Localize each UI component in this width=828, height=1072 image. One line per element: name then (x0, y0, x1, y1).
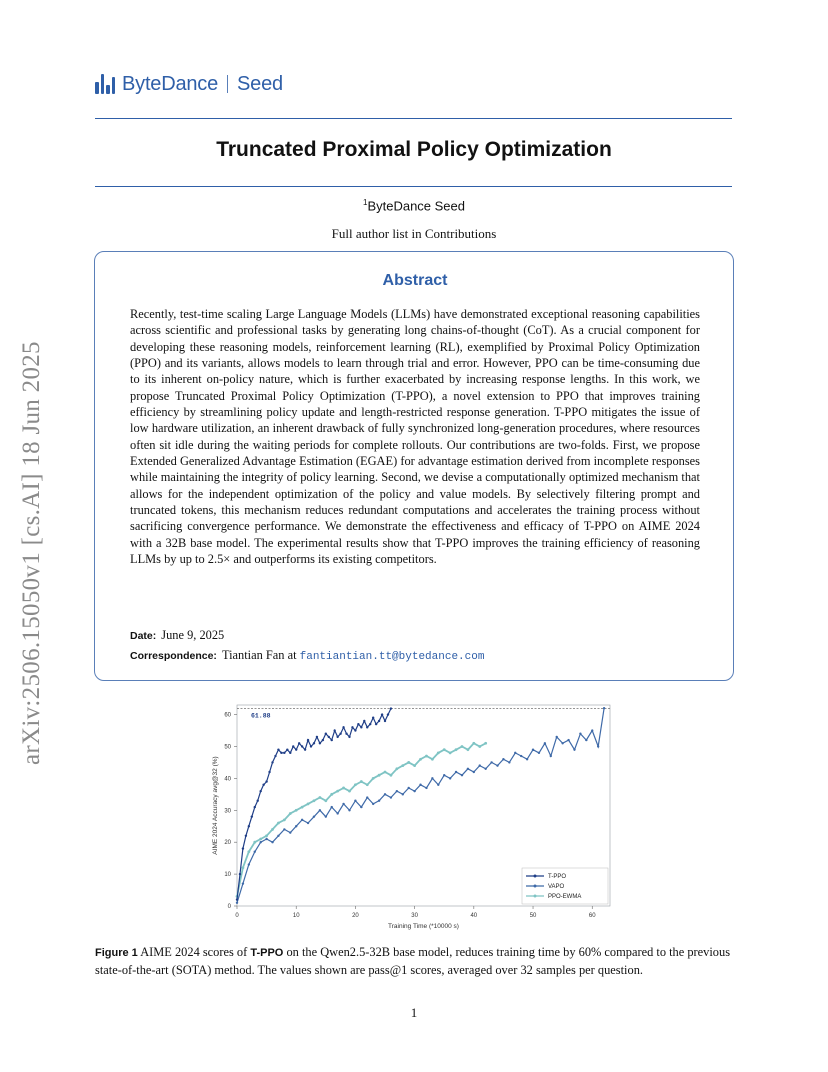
data-point-ppo-ewma (307, 803, 310, 806)
data-point-t-ppo (277, 748, 279, 750)
abstract-box (94, 251, 734, 681)
data-point-ppo-ewma (259, 838, 262, 841)
correspondence-email-link[interactable]: fantiantian.tt@bytedance.com (299, 651, 485, 663)
data-point-t-ppo (322, 739, 324, 741)
data-point-vapo (390, 796, 392, 798)
data-point-vapo (236, 902, 238, 904)
data-point-t-ppo (236, 898, 238, 900)
data-point-t-ppo (360, 726, 362, 728)
data-point-vapo (325, 815, 327, 817)
x-tick-label: 40 (470, 913, 478, 919)
data-point-vapo (265, 838, 267, 840)
data-point-ppo-ewma (431, 758, 434, 761)
data-point-ppo-ewma (461, 745, 464, 748)
chart-legend (522, 868, 608, 904)
data-point-vapo (336, 812, 338, 814)
correspondence-name: Tiantian Fan at (221, 648, 297, 662)
data-point-vapo (277, 835, 279, 837)
title-rule-bottom (95, 186, 732, 187)
caption-text-a: AIME 2024 scores of (140, 945, 248, 959)
data-point-t-ppo (301, 745, 303, 747)
data-point-vapo (496, 764, 498, 766)
data-point-t-ppo (239, 873, 241, 875)
affiliation-name: ByteDance Seed (367, 198, 466, 214)
data-point-ppo-ewma (419, 758, 422, 761)
data-point-t-ppo (351, 726, 353, 728)
data-point-vapo (561, 742, 563, 744)
data-point-ppo-ewma (384, 771, 387, 774)
data-point-vapo (419, 784, 421, 786)
data-point-t-ppo (339, 733, 341, 735)
data-point-ppo-ewma (295, 809, 298, 812)
data-point-t-ppo (342, 726, 344, 728)
data-point-t-ppo (286, 748, 288, 750)
data-point-vapo (538, 752, 540, 754)
data-point-vapo (295, 825, 297, 827)
x-tick-label: 10 (292, 913, 300, 919)
data-point-t-ppo (390, 707, 392, 709)
data-point-vapo (508, 761, 510, 763)
data-point-ppo-ewma (313, 799, 316, 802)
data-point-t-ppo (378, 720, 380, 722)
data-point-vapo (567, 739, 569, 741)
data-point-ppo-ewma (330, 793, 333, 796)
paper-meta (130, 626, 484, 667)
data-point-vapo (443, 774, 445, 776)
data-point-ppo-ewma (372, 777, 375, 780)
data-point-t-ppo (283, 752, 285, 754)
data-point-t-ppo (357, 723, 359, 725)
data-point-t-ppo (251, 815, 253, 817)
data-point-vapo (520, 755, 522, 757)
data-point-t-ppo (292, 745, 294, 747)
y-axis-label: AIME 2024 Accuracy avg@32 (%) (212, 756, 219, 855)
x-tick-label: 60 (588, 913, 596, 919)
data-point-ppo-ewma (437, 751, 440, 754)
data-point-t-ppo (363, 720, 365, 722)
data-point-ppo-ewma (253, 841, 256, 844)
data-point-ppo-ewma (336, 790, 339, 793)
data-point-t-ppo (384, 720, 386, 722)
data-point-t-ppo (381, 713, 383, 715)
series-line-t-ppo (237, 709, 391, 900)
data-point-t-ppo (254, 806, 256, 808)
date-value: June 9, 2025 (161, 628, 225, 642)
data-point-t-ppo (259, 790, 261, 792)
data-point-t-ppo (316, 736, 318, 738)
bytedance-logo-icon (95, 74, 115, 94)
data-point-vapo (573, 748, 575, 750)
x-axis-label: Training Time (*10000 s) (388, 923, 459, 930)
x-tick-label: 20 (352, 913, 359, 919)
data-point-ppo-ewma (395, 767, 398, 770)
data-point-ppo-ewma (301, 806, 304, 809)
arxiv-stamp: arXiv:2506.15050v1 [cs.AI] 18 Jun 2025 (18, 341, 45, 765)
data-point-ppo-ewma (265, 834, 268, 837)
y-tick-label: 60 (224, 712, 231, 719)
figure-caption (95, 944, 735, 978)
data-point-t-ppo (319, 742, 321, 744)
y-tick-label: 0 (227, 904, 231, 910)
data-point-ppo-ewma (277, 822, 280, 825)
data-point-vapo (425, 787, 427, 789)
data-point-vapo (402, 793, 404, 795)
data-point-ppo-ewma (413, 764, 416, 767)
legend-marker (534, 895, 537, 898)
abstract-heading: Abstract (382, 272, 448, 289)
legend-label: VAPO (548, 884, 565, 891)
data-point-vapo (532, 748, 534, 750)
data-point-vapo (479, 764, 481, 766)
data-point-t-ppo (307, 739, 309, 741)
data-point-ppo-ewma (283, 818, 286, 821)
data-point-vapo (254, 851, 256, 853)
data-point-t-ppo (372, 717, 374, 719)
data-point-vapo (556, 736, 558, 738)
data-point-vapo (449, 777, 451, 779)
legend-label: PPO-EWMA (548, 894, 582, 901)
data-point-t-ppo (262, 784, 264, 786)
date-label: Date: (130, 630, 157, 642)
author-list-note: Full author list in Contributions (331, 226, 497, 241)
data-point-ppo-ewma (455, 748, 458, 751)
data-point-vapo (372, 803, 374, 805)
date-line (130, 626, 484, 646)
data-point-t-ppo (325, 733, 327, 735)
data-point-vapo (313, 815, 315, 817)
data-point-vapo (490, 761, 492, 763)
data-point-ppo-ewma (348, 790, 351, 793)
data-point-vapo (431, 777, 433, 779)
data-point-t-ppo (348, 736, 350, 738)
y-tick-label: 40 (224, 776, 231, 783)
data-point-t-ppo (369, 723, 371, 725)
data-point-t-ppo (366, 726, 368, 728)
data-point-ppo-ewma (342, 787, 345, 790)
data-point-t-ppo (375, 723, 377, 725)
data-point-ppo-ewma (390, 774, 393, 777)
data-point-vapo (331, 806, 333, 808)
data-point-ppo-ewma (378, 774, 381, 777)
data-point-vapo (242, 882, 244, 884)
data-point-t-ppo (387, 713, 389, 715)
data-point-vapo (473, 771, 475, 773)
data-point-t-ppo (280, 752, 282, 754)
data-point-vapo (360, 806, 362, 808)
data-point-vapo (484, 768, 486, 770)
data-point-vapo (585, 739, 587, 741)
data-point-vapo (289, 831, 291, 833)
correspondence-label: Correspondence: (130, 650, 217, 662)
data-point-vapo (319, 809, 321, 811)
abstract-text: Recently, test-time scaling Large Language Models (LLMs) have demonstrated exceptional reasoning capabilities across scientific and professional tasks by generating long chains-of-thought (CoT). As a crucial component for developing these reasoning models, reinforcement learning (RL), exemplified by Proximal Policy Optimization (PPO) and its variants, allows models to learn through trial and error. However, PPO can be time-consuming due to its inherent on-policy nature, which is further exacerbated by increasing response lengths. In this work, we propose Truncated Proximal Policy Optimization (T-PPO), a novel extension to PPO that improves training efficiency by streamlining policy update and length-restricted response generation. T-PPO mitigates the issue of low hardware utilization, an inherent drawback of fully synchronized long-generation procedures, where resources often sit idle during the waiting periods for complete rollouts. Our contributions are two-folds. First, we propose Extended Generalized Advantage Estimation (EGAE) for advantage estimation derived from incomplete responses while maintaining the integrity of policy learning. Second, we devise a computationally optimized mechanism that allows for the independent optimization of the policy and value models. By selectively filtering prompt and truncated tokens, this mechanism reduces redundant computations and accelerates the training process without sacrificing convergence performance. We demonstrate the effectiveness and efficacy of T-PPO on AIME 2024 with a 32B base model. The experimental results show that T-PPO improves the training efficiency of reasoning LLMs by up to 2.5× and outperforms its existing competitors. (130, 307, 700, 567)
data-point-vapo (544, 742, 546, 744)
data-point-t-ppo (248, 825, 250, 827)
data-point-vapo (259, 841, 261, 843)
data-point-vapo (283, 828, 285, 830)
data-point-ppo-ewma (443, 748, 446, 751)
data-point-ppo-ewma (360, 780, 363, 783)
bytedance-seed-logo (95, 72, 283, 96)
data-point-t-ppo (289, 752, 291, 754)
data-point-vapo (307, 822, 309, 824)
data-point-vapo (366, 796, 368, 798)
data-point-ppo-ewma (472, 742, 475, 745)
affiliation-index: 1 (362, 198, 368, 207)
data-point-t-ppo (333, 729, 335, 731)
data-point-vapo (455, 771, 457, 773)
data-point-t-ppo (331, 739, 333, 741)
paper-title: Truncated Proximal Policy Optimization (216, 138, 612, 161)
data-point-vapo (603, 707, 605, 709)
data-point-vapo (467, 768, 469, 770)
data-point-t-ppo (245, 835, 247, 837)
data-point-t-ppo (271, 761, 273, 763)
caption-text-b: on the Qwen2.5-32B base model, reduces training time by 60% compared to the previous state-of-the-art (SOTA) method. The values shown are pass@1 scores, averaged over 32 samples per question. (95, 945, 731, 977)
caption-method: T-PPO (250, 947, 284, 959)
data-point-t-ppo (298, 742, 300, 744)
data-point-ppo-ewma (366, 783, 369, 786)
data-point-vapo (348, 809, 350, 811)
data-point-t-ppo (257, 800, 259, 802)
y-tick-label: 30 (224, 808, 231, 815)
data-point-vapo (378, 800, 380, 802)
data-point-vapo (271, 841, 273, 843)
data-point-t-ppo (313, 742, 315, 744)
data-point-vapo (550, 755, 552, 757)
figure-1 (208, 690, 620, 930)
y-tick-label: 10 (224, 872, 231, 879)
data-point-t-ppo (295, 748, 297, 750)
data-point-t-ppo (304, 748, 306, 750)
data-point-t-ppo (274, 755, 276, 757)
data-point-ppo-ewma (289, 812, 292, 815)
legend-label: T-PPO (548, 874, 567, 881)
title-rule-top (95, 118, 732, 119)
data-point-vapo (384, 793, 386, 795)
data-point-ppo-ewma (354, 783, 357, 786)
data-point-vapo (248, 863, 250, 865)
data-point-ppo-ewma (467, 748, 470, 751)
data-point-ppo-ewma (478, 745, 481, 748)
data-point-t-ppo (328, 736, 330, 738)
brand-divider (227, 75, 228, 93)
data-point-ppo-ewma (484, 742, 487, 745)
data-point-ppo-ewma (425, 755, 428, 758)
data-point-ppo-ewma (324, 799, 327, 802)
x-tick-label: 50 (529, 913, 537, 919)
y-tick-label: 20 (224, 840, 231, 847)
data-point-vapo (514, 752, 516, 754)
data-point-t-ppo (345, 733, 347, 735)
data-point-vapo (413, 790, 415, 792)
data-point-vapo (396, 790, 398, 792)
data-point-ppo-ewma (449, 751, 452, 754)
brand-name: ByteDance (122, 72, 219, 95)
data-point-vapo (591, 729, 593, 731)
series-line-ppo-ewma (237, 743, 486, 896)
data-point-vapo (461, 774, 463, 776)
data-point-ppo-ewma (407, 761, 410, 764)
data-point-vapo (579, 733, 581, 735)
data-point-t-ppo (336, 736, 338, 738)
data-point-vapo (502, 758, 504, 760)
data-point-vapo (437, 784, 439, 786)
x-tick-label: 30 (411, 913, 418, 919)
legend-marker (534, 885, 537, 888)
data-point-vapo (342, 803, 344, 805)
correspondence-line (130, 646, 484, 667)
affiliation (0, 198, 828, 213)
data-point-vapo (354, 800, 356, 802)
data-point-t-ppo (310, 745, 312, 747)
figure-label: Figure 1 (95, 947, 138, 959)
data-point-ppo-ewma (401, 764, 404, 767)
y-tick-label: 50 (224, 744, 231, 751)
data-point-vapo (301, 819, 303, 821)
data-point-t-ppo (265, 780, 267, 782)
aime-training-chart (208, 690, 620, 930)
data-point-t-ppo (354, 729, 356, 731)
data-point-vapo (407, 787, 409, 789)
legend-marker (534, 875, 537, 878)
data-point-vapo (526, 758, 528, 760)
data-point-ppo-ewma (318, 796, 321, 799)
data-point-vapo (597, 745, 599, 747)
x-tick-label: 0 (235, 913, 239, 919)
data-point-ppo-ewma (242, 866, 245, 869)
data-point-t-ppo (242, 847, 244, 849)
data-point-ppo-ewma (247, 850, 250, 853)
brand-sub: Seed (237, 72, 283, 95)
page-number: 1 (410, 1005, 418, 1020)
max-score-annotation: 61.88 (251, 712, 271, 720)
data-point-ppo-ewma (271, 828, 274, 831)
data-point-t-ppo (268, 771, 270, 773)
